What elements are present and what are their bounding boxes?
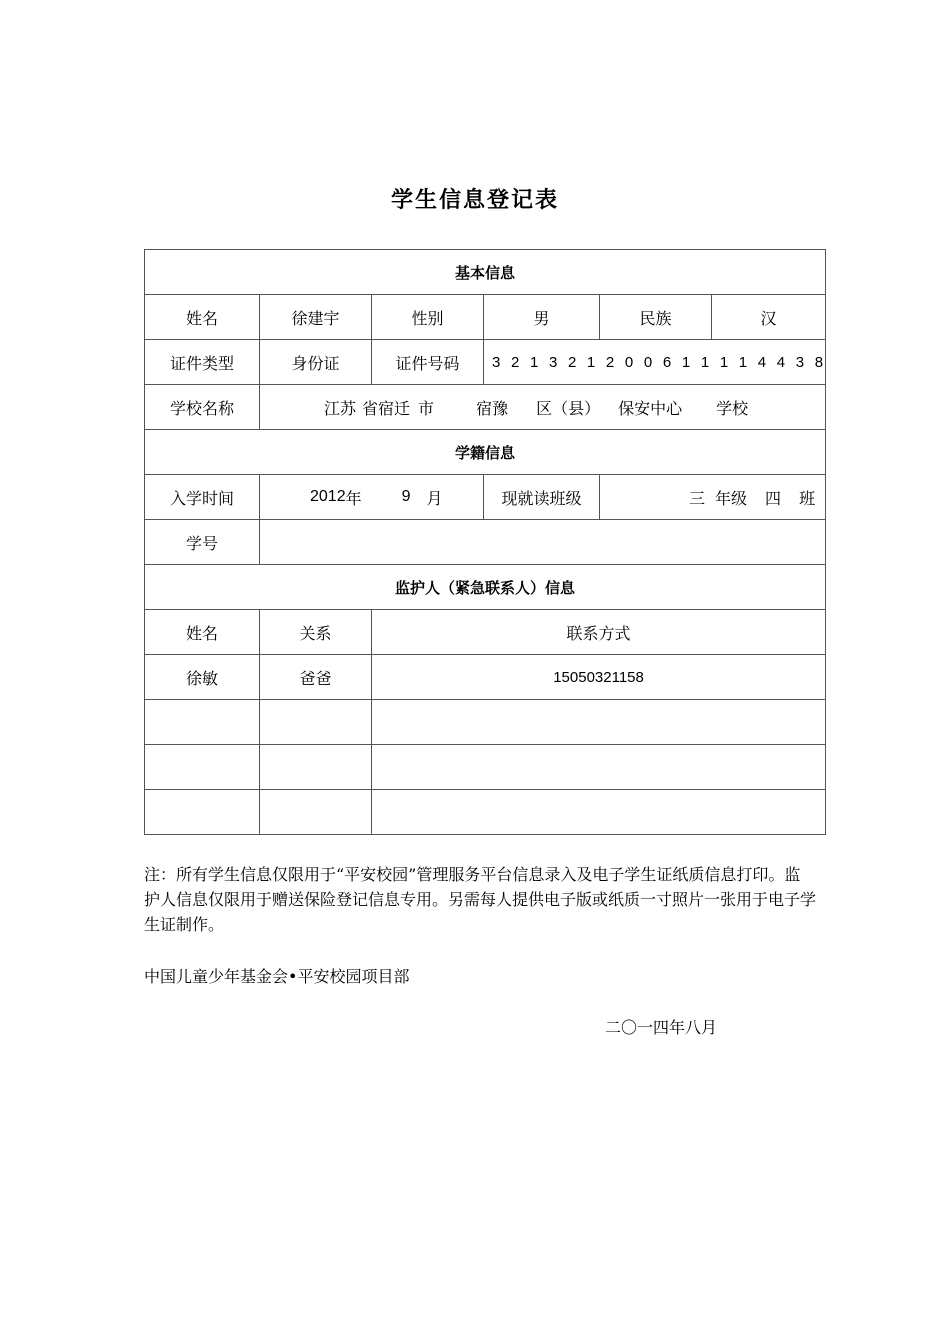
id-digit: 4 [776, 353, 786, 371]
school-unit: 学校 [716, 398, 749, 418]
id-row [145, 340, 826, 385]
page-title: 学生信息登记表 [390, 188, 559, 213]
student-id-value [260, 520, 826, 565]
student-id-label: 学号 [145, 520, 260, 565]
id-type-value: 身份证 [260, 340, 372, 385]
school-label: 学校名称 [145, 385, 260, 430]
guardian-relation [260, 790, 372, 835]
guardian-name [145, 745, 260, 790]
id-digit: 1 [719, 353, 729, 371]
grade-value: 三 [689, 488, 706, 508]
id-type-label: 证件类型 [145, 340, 260, 385]
guardian-row [145, 745, 826, 790]
id-digit: 4 [757, 353, 767, 371]
school-value-cell [260, 385, 826, 430]
gender-label: 性别 [372, 295, 484, 340]
registration-form [144, 249, 826, 835]
grade-unit: 年级 [715, 488, 748, 508]
guardian-row [145, 655, 826, 700]
guardian-contact: 15050321158 [372, 655, 826, 700]
school-district-unit: 区（县） [536, 398, 601, 418]
enrollment-header-row [145, 430, 826, 475]
ethnicity-value: 汉 [712, 295, 826, 340]
id-digit: 1 [681, 353, 691, 371]
class-value-cell [600, 475, 826, 520]
school-district: 宿豫 [476, 398, 509, 418]
name-label: 姓名 [145, 295, 260, 340]
guardian-columns-row [145, 610, 826, 655]
id-digit: 6 [662, 353, 672, 371]
organization-name: 中国儿童少年基金会•平安校园项目部 [144, 967, 410, 986]
id-number-digits [484, 354, 825, 371]
id-digit: 1 [738, 353, 748, 371]
school-city-unit: 市 [418, 398, 435, 418]
id-digit: 3 [548, 353, 558, 371]
id-digit: 3 [492, 353, 501, 371]
school-province-unit: 省 [362, 398, 379, 418]
school-province: 江苏 [324, 398, 357, 418]
school-name: 保安中心 [618, 398, 683, 418]
id-number-label: 证件号码 [372, 340, 484, 385]
id-digit: 2 [510, 353, 520, 371]
guardian-header: 监护人（紧急联系人）信息 [145, 565, 826, 610]
id-digit: 2 [567, 353, 577, 371]
guardian-contact [372, 790, 826, 835]
id-digit: 1 [529, 353, 539, 371]
guardian-relation: 爸爸 [260, 655, 372, 700]
guardian-row [145, 790, 826, 835]
guardian-contact [372, 745, 826, 790]
id-number-cell [484, 340, 826, 385]
note-paragraph: 注：所有学生信息仅限用于“平安校园”管理服务平台信息录入及电子学生证纸质信息打印。监护人信息仅限用于赠送保险登记信息专用。另需每人提供电子版或纸质一寸照片一张用于电子学生证制作。 [144, 865, 817, 934]
name-row [145, 295, 826, 340]
entry-year: 2012 [310, 488, 346, 505]
basic-info-header: 基本信息 [145, 250, 826, 295]
guardian-header-row [145, 565, 826, 610]
school-city: 宿迁 [378, 398, 411, 418]
guardian-name [145, 700, 260, 745]
id-digit: 3 [795, 353, 805, 371]
class-unit: 班 [799, 488, 816, 508]
id-digit: 8 [814, 353, 824, 371]
enrollment-header: 学籍信息 [145, 430, 826, 475]
class-number: 四 [765, 488, 782, 508]
guardian-contact [372, 700, 826, 745]
id-digit: 1 [700, 353, 710, 371]
student-id-row [145, 520, 826, 565]
id-digit: 1 [586, 353, 596, 371]
guardian-col-name: 姓名 [145, 610, 260, 655]
class-label: 现就读班级 [484, 475, 600, 520]
school-row [145, 385, 826, 430]
name-value: 徐建宇 [260, 295, 372, 340]
entry-label: 入学时间 [145, 475, 260, 520]
entry-year-unit: 年 [345, 488, 362, 508]
guardian-relation [260, 700, 372, 745]
basic-info-header-row [145, 250, 826, 295]
entry-value-cell [260, 475, 484, 520]
ethnicity-label: 民族 [600, 295, 712, 340]
document-date: 二〇一四年八月 [605, 1018, 718, 1037]
guardian-name [145, 790, 260, 835]
id-digit: 2 [605, 353, 615, 371]
guardian-col-contact: 联系方式 [372, 610, 826, 655]
guardian-relation [260, 745, 372, 790]
guardian-name: 徐敏 [145, 655, 260, 700]
id-digit: 0 [624, 353, 634, 371]
gender-value: 男 [484, 295, 600, 340]
entry-row [145, 475, 826, 520]
entry-month: 9 [401, 488, 411, 505]
entry-month-unit: 月 [426, 488, 443, 508]
guardian-row [145, 700, 826, 745]
guardian-col-relation: 关系 [260, 610, 372, 655]
id-digit: 0 [643, 353, 653, 371]
